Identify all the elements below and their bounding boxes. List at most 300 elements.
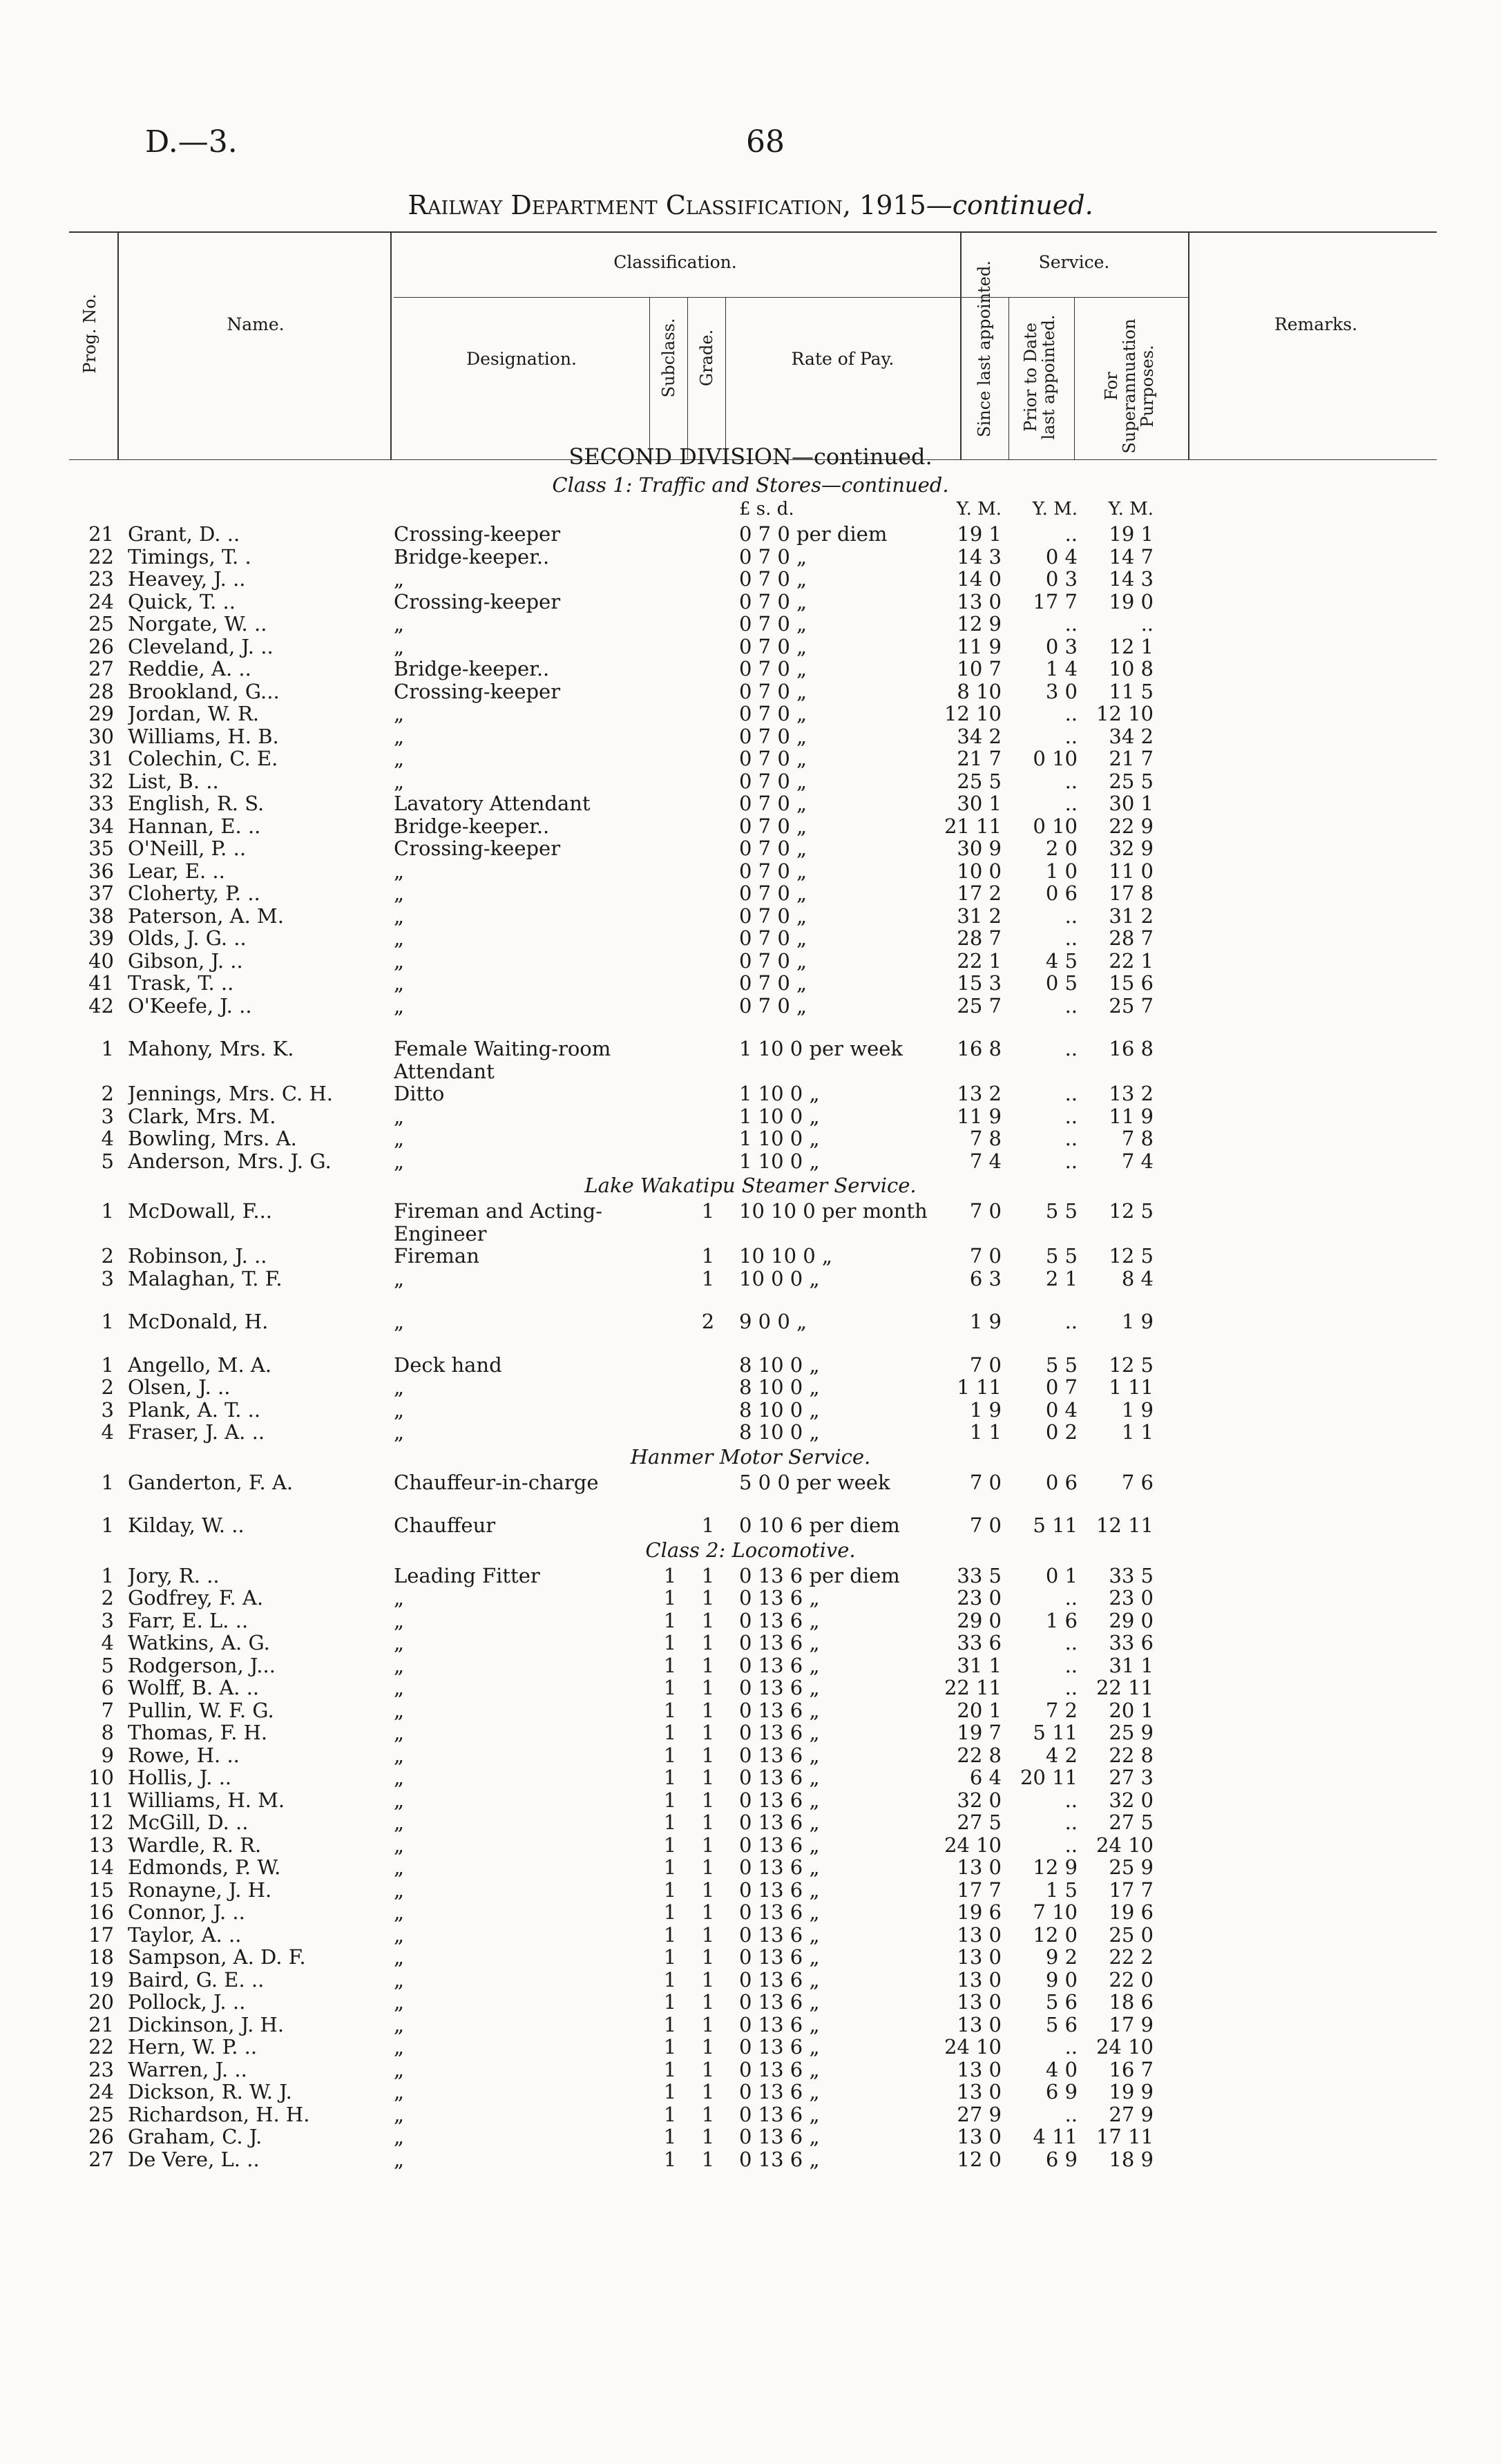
grade-cell: 1: [701, 1513, 715, 1537]
superannuation-cell: 12 5: [1109, 1199, 1154, 1223]
header-superannuation: For Superannuation Purposes.: [1102, 318, 1157, 454]
name-cell: Edmonds, P. W.: [128, 1855, 281, 1879]
subclass-cell: 1: [663, 1608, 677, 1632]
since-cell: 7 4: [969, 1149, 1002, 1173]
designation-cell: Chauffeur: [394, 1513, 496, 1537]
designation-cell: Chauffeur-in-charge: [394, 1470, 599, 1494]
since-cell: 1 11: [957, 1375, 1002, 1399]
subclass-cell: 1: [663, 1967, 677, 1992]
rate-cell: 0 7 0 „: [739, 948, 807, 973]
name-cell: Watkins, A. G.: [128, 1631, 270, 1654]
since-cell: 11 9: [957, 1104, 1002, 1128]
superannuation-cell: 22 11: [1096, 1676, 1154, 1699]
designation-cell: „: [394, 702, 405, 725]
superannuation-cell: 19 0: [1109, 589, 1154, 613]
prog-no-cell: 36: [88, 859, 114, 883]
rate-cell: 0 7 0 „: [739, 612, 807, 636]
name-cell: Reddie, A. ..: [128, 657, 251, 680]
prog-no-cell: 19: [88, 1967, 114, 1992]
name-cell: Warren, J. ..: [128, 2057, 247, 2081]
prior-cell: 0 10: [1033, 747, 1078, 770]
divider: [1008, 297, 1009, 459]
name-cell: Williams, H. M.: [128, 1788, 285, 1812]
since-cell: 14 0: [957, 567, 1002, 591]
prog-no-cell: 40: [88, 948, 114, 973]
subclass-cell: 1: [663, 1900, 677, 1924]
class1-title: Class 1: Traffic and Stores—continued.: [552, 473, 949, 497]
superannuation-cell: 11 9: [1109, 1104, 1154, 1128]
superannuation-cell: 15 6: [1109, 971, 1154, 995]
prior-cell: ..: [1064, 792, 1078, 815]
superannuation-cell: 19 1: [1109, 522, 1154, 546]
since-cell: 13 0: [957, 2125, 1002, 2148]
subclass-cell: 1: [663, 1855, 677, 1879]
prior-cell: ..: [1064, 1104, 1078, 1128]
name-cell: O'Neill, P. ..: [128, 837, 247, 860]
since-cell: 27 5: [957, 1811, 1002, 1834]
table-row: [0, 1199, 1501, 1222]
prior-cell: 0 7: [1045, 1375, 1078, 1399]
designation-cell: „: [394, 1104, 405, 1128]
header-rate-of-pay: Rate of Pay.: [791, 349, 895, 369]
super-units: Y. M.: [1108, 499, 1154, 519]
prior-cell: 1 4: [1045, 657, 1078, 680]
name-cell: Godfrey, F. A.: [128, 1586, 264, 1610]
prog-no-cell: 39: [88, 926, 114, 950]
since-cell: 33 6: [957, 1631, 1002, 1654]
rate-cell: 5 0 0 per week: [739, 1470, 890, 1494]
prog-no-cell: 1: [101, 1513, 114, 1537]
table-row: [0, 1900, 1501, 1923]
superannuation-cell: 12 11: [1096, 1513, 1154, 1537]
prog-no-cell: 21: [88, 522, 114, 546]
since-cell: 6 3: [969, 1266, 1002, 1290]
designation-cell: „: [394, 1653, 405, 1677]
superannuation-cell: 25 9: [1109, 1855, 1154, 1879]
group-chauffeur: [0, 1513, 1501, 1536]
rate-cell: 0 7 0 „: [739, 904, 807, 928]
prior-cell: ..: [1064, 1788, 1078, 1812]
since-cell: 10 7: [957, 657, 1002, 680]
prog-no-cell: 25: [88, 612, 114, 636]
table-row: [0, 1721, 1501, 1744]
rate-cell: 0 7 0 „: [739, 567, 807, 591]
since-cell: 6 4: [969, 1766, 1002, 1789]
table-row: [0, 2013, 1501, 2036]
superannuation-cell: 25 9: [1109, 1721, 1154, 1744]
prior-cell: ..: [1064, 1149, 1078, 1173]
prog-no-cell: 27: [88, 657, 114, 680]
prog-no-cell: 2: [101, 1082, 114, 1105]
table-row: [0, 680, 1501, 703]
rate-cell: 0 7 0 „: [739, 769, 807, 793]
grade-cell: 1: [701, 1990, 715, 2014]
rate-cell: 1 10 0 „: [739, 1082, 820, 1105]
since-cell: 12 10: [944, 702, 1002, 725]
prior-cell: ..: [1064, 1653, 1078, 1677]
rate-cell: 0 13 6 „: [739, 1743, 820, 1767]
since-cell: 30 9: [957, 837, 1002, 860]
table-row: [0, 814, 1501, 837]
prior-cell: ..: [1064, 769, 1078, 793]
table-row: [0, 1375, 1501, 1398]
designation-cell: „: [394, 1811, 405, 1834]
name-cell: Pullin, W. F. G.: [128, 1698, 274, 1722]
prior-cell: 2 0: [1045, 837, 1078, 860]
divider: [687, 297, 688, 459]
table-row: [0, 545, 1501, 568]
superannuation-cell: 12 1: [1109, 634, 1154, 658]
designation-cell: „: [394, 859, 405, 883]
grade-cell: 1: [701, 1811, 715, 1834]
rate-cell: 0 7 0 „: [739, 993, 807, 1018]
prior-cell: 0 6: [1045, 881, 1078, 905]
rate-cell: 1 10 0 „: [739, 1127, 820, 1150]
designation-cell: Bridge-keeper..: [394, 544, 550, 569]
designation-cell: Attendant: [394, 1059, 495, 1083]
name-cell: Brookland, G...: [128, 679, 280, 703]
grade-cell: 1: [701, 2057, 715, 2081]
designation-cell: „: [394, 2012, 405, 2036]
rate-cell: 0 7 0 „: [739, 926, 807, 950]
designation-cell: „: [394, 1878, 405, 1902]
prog-no-cell: 4: [101, 1420, 114, 1444]
designation-cell: „: [394, 1698, 405, 1722]
rate-cell: 10 10 0 per month: [739, 1199, 928, 1223]
designation-cell: „: [394, 948, 405, 973]
prior-cell: ..: [1064, 702, 1078, 725]
subclass-cell: 1: [663, 1788, 677, 1812]
prog-no-cell: 3: [101, 1104, 114, 1128]
table-body: [0, 442, 1501, 2170]
prog-no-cell: 31: [88, 747, 114, 770]
prog-no-cell: 23: [88, 567, 114, 591]
superannuation-cell: 34 2: [1109, 724, 1154, 748]
table-row: [0, 837, 1501, 859]
name-cell: Rodgerson, J...: [128, 1653, 276, 1677]
since-cell: 31 1: [957, 1653, 1002, 1677]
grade-cell: 1: [701, 1721, 715, 1744]
since-cell: 20 1: [957, 1698, 1002, 1722]
grade-cell: 1: [701, 2035, 715, 2059]
since-cell: 10 0: [957, 859, 1002, 883]
table-row: [0, 1310, 1501, 1333]
prior-cell: ..: [1064, 1037, 1078, 1060]
prog-no-cell: 25: [88, 2102, 114, 2126]
rate-cell: 0 13 6 „: [739, 1653, 820, 1677]
designation-cell: Lavatory Attendant: [394, 792, 591, 815]
rate-cell: 0 7 0 „: [739, 747, 807, 770]
rate-cell: 9 0 0 „: [739, 1310, 807, 1333]
subclass-cell: 1: [663, 2147, 677, 2171]
superannuation-cell: 30 1: [1109, 792, 1154, 815]
header-subclass: Subclass.: [659, 318, 678, 398]
prior-cell: 0 6: [1045, 1470, 1078, 1494]
prior-cell: ..: [1064, 612, 1078, 636]
table-row: [0, 1676, 1501, 1699]
prog-no-cell: 9: [101, 1743, 114, 1767]
superannuation-cell: 22 0: [1109, 1967, 1154, 1992]
prog-no-cell: 5: [101, 1149, 114, 1173]
superannuation-cell: 19 6: [1109, 1900, 1154, 1924]
grade-cell: 1: [701, 2147, 715, 2171]
name-cell: Taylor, A. ..: [128, 1922, 242, 1947]
table-row: [0, 2103, 1501, 2126]
table-row: [0, 1267, 1501, 1290]
designation-cell: „: [394, 1631, 405, 1654]
designation-cell: „: [394, 2035, 405, 2059]
since-cell: 29 0: [957, 1608, 1002, 1632]
since-cell: 1 9: [969, 1310, 1002, 1333]
superannuation-cell: 11 5: [1109, 679, 1154, 703]
superannuation-cell: 22 9: [1109, 814, 1154, 838]
prog-no-cell: 23: [88, 2057, 114, 2081]
prog-no-cell: 37: [88, 881, 114, 905]
since-cell: 13 0: [957, 1990, 1002, 2014]
prior-cell: 3 0: [1045, 679, 1078, 703]
table-row: [0, 971, 1501, 994]
table-row: [0, 2058, 1501, 2081]
superannuation-cell: 17 9: [1109, 2012, 1154, 2036]
group-fireman-grade2: [0, 1310, 1501, 1333]
superannuation-cell: 16 8: [1109, 1037, 1154, 1060]
prior-cell: 5 11: [1033, 1513, 1078, 1537]
superannuation-cell: 21 7: [1109, 747, 1154, 770]
prog-no-cell: 38: [88, 904, 114, 928]
prog-no-cell: 1: [101, 1037, 114, 1060]
designation-cell: „: [394, 2147, 405, 2171]
designation-cell: Crossing-keeper: [394, 679, 561, 703]
prior-cell: ..: [1064, 2035, 1078, 2059]
rate-cell: 0 13 6 „: [739, 1766, 820, 1789]
table-row: [0, 1855, 1501, 1878]
superannuation-cell: 17 8: [1109, 881, 1154, 905]
grade-cell: 1: [701, 1563, 715, 1587]
rate-cell: 0 13 6 „: [739, 1586, 820, 1610]
name-cell: Richardson, H. H.: [128, 2102, 310, 2126]
designation-cell: „: [394, 724, 405, 748]
prog-no-cell: 35: [88, 837, 114, 860]
subclass-cell: 1: [663, 1676, 677, 1699]
subclass-cell: 1: [663, 1833, 677, 1857]
rate-cell: 0 13 6 „: [739, 1788, 820, 1812]
designation-cell: Fireman: [394, 1244, 479, 1268]
rate-cell: 0 7 0 „: [739, 971, 807, 995]
designation-cell: „: [394, 1676, 405, 1699]
prog-no-cell: 33: [88, 792, 114, 815]
prog-no-cell: 12: [88, 1811, 114, 1834]
table-row: [0, 1244, 1501, 1267]
header-prior-to-date: Prior to Date last appointed.: [1021, 314, 1058, 440]
prior-cell: 2 1: [1045, 1266, 1078, 1290]
rate-cell: 0 13 6 „: [739, 1878, 820, 1902]
table-row: [0, 635, 1501, 658]
group-traffic: [0, 522, 1501, 1016]
prior-cell: ..: [1064, 724, 1078, 748]
grade-cell: 1: [701, 1945, 715, 1969]
rate-cell: 0 13 6 „: [739, 1631, 820, 1654]
grade-cell: 1: [701, 1676, 715, 1699]
subclass-cell: 1: [663, 2057, 677, 2081]
rate-cell: 0 13 6 „: [739, 1967, 820, 1992]
prior-cell: ..: [1064, 522, 1078, 546]
page-header: [0, 124, 1501, 166]
superannuation-cell: 27 9: [1109, 2102, 1154, 2126]
table-row: [0, 657, 1501, 680]
designation-cell: „: [394, 1149, 405, 1173]
designation-cell: „: [394, 567, 405, 591]
prior-cell: 5 5: [1045, 1353, 1078, 1377]
prog-no-cell: 3: [101, 1608, 114, 1632]
designation-cell: Leading Fitter: [394, 1563, 540, 1587]
prior-cell: 0 4: [1045, 544, 1078, 569]
name-cell: Olsen, J. ..: [128, 1375, 231, 1399]
designation-cell: „: [394, 1721, 405, 1744]
rate-cell: 0 13 6 „: [739, 1900, 820, 1924]
rate-cell: 0 7 0 „: [739, 814, 807, 838]
table-row: [0, 881, 1501, 904]
prior-cell: 1 5: [1045, 1878, 1078, 1902]
superannuation-cell: 12 10: [1096, 702, 1154, 725]
superannuation-cell: 1 9: [1121, 1397, 1154, 1422]
name-cell: Heavey, J. ..: [128, 567, 246, 591]
prog-no-cell: 7: [101, 1698, 114, 1722]
name-cell: McGill, D. ..: [128, 1811, 249, 1834]
subclass-cell: 1: [663, 1922, 677, 1947]
name-cell: Wolff, B. A. ..: [128, 1676, 260, 1699]
table-row: [0, 1471, 1501, 1493]
grade-cell: 1: [701, 1788, 715, 1812]
superannuation-cell: 25 0: [1109, 1922, 1154, 1947]
since-cell: 7 0: [969, 1199, 1002, 1223]
since-units: Y. M.: [956, 499, 1002, 519]
prior-cell: 9 2: [1045, 1945, 1078, 1969]
prior-cell: 0 10: [1033, 814, 1078, 838]
subclass-cell: 1: [663, 2012, 677, 2036]
prog-no-cell: 21: [88, 2012, 114, 2036]
superannuation-cell: 31 2: [1109, 904, 1154, 928]
since-cell: 1 1: [969, 1420, 1002, 1444]
name-cell: Anderson, Mrs. J. G.: [128, 1149, 332, 1173]
grade-cell: 1: [701, 1967, 715, 1992]
superannuation-cell: 28 7: [1109, 926, 1154, 950]
designation-cell: „: [394, 1397, 405, 1422]
designation-cell: „: [394, 1375, 405, 1399]
divider: [1074, 297, 1075, 459]
designation-cell: „: [394, 1608, 405, 1632]
rate-cell: 0 13 6 „: [739, 1945, 820, 1969]
prior-cell: 20 11: [1020, 1766, 1078, 1789]
money-units: £ s. d.: [739, 499, 794, 519]
prog-no-cell: 24: [88, 589, 114, 613]
prog-no-cell: 32: [88, 769, 114, 793]
header-grade: Grade.: [697, 329, 716, 387]
prior-cell: 0 1: [1045, 1563, 1078, 1587]
since-cell: 19 6: [957, 1900, 1002, 1924]
grade-cell: 1: [701, 2012, 715, 2036]
name-cell: Dickson, R. W. J.: [128, 2080, 292, 2103]
superannuation-cell: 11 0: [1109, 859, 1154, 883]
subclass-cell: 1: [663, 1811, 677, 1834]
rate-cell: 0 13 6 „: [739, 2080, 820, 2103]
group-locomotive: [0, 1564, 1501, 2170]
since-cell: 8 10: [957, 679, 1002, 703]
name-cell: McDowall, F...: [128, 1199, 273, 1223]
prior-cell: ..: [1064, 2102, 1078, 2126]
superannuation-cell: 1 9: [1121, 1310, 1154, 1333]
table-row: [0, 994, 1501, 1017]
lake-wakatipu-title: Lake Wakatipu Steamer Service.: [584, 1174, 917, 1197]
grade-cell: 1: [701, 1608, 715, 1632]
name-cell: Trask, T. ..: [128, 971, 234, 995]
superannuation-cell: 29 0: [1109, 1608, 1154, 1632]
superannuation-cell: 13 2: [1109, 1082, 1154, 1105]
divider: [960, 231, 962, 459]
superannuation-cell: 23 0: [1109, 1586, 1154, 1610]
prior-cell: 4 0: [1045, 2057, 1078, 2081]
hanmer-title: Hanmer Motor Service.: [630, 1444, 871, 1469]
superannuation-cell: 32 0: [1109, 1788, 1154, 1812]
designation-cell: „: [394, 1945, 405, 1969]
since-cell: 16 8: [957, 1037, 1002, 1060]
rate-cell: 0 7 0 „: [739, 859, 807, 883]
prior-cell: 7 10: [1033, 1900, 1078, 1924]
prior-cell: ..: [1064, 1833, 1078, 1857]
prior-cell: 6 9: [1045, 2147, 1078, 2171]
prog-no-cell: 6: [101, 1676, 114, 1699]
superannuation-cell: 25 5: [1109, 769, 1154, 793]
superannuation-cell: 14 7: [1109, 544, 1154, 569]
rate-cell: 0 7 0 „: [739, 724, 807, 748]
name-cell: Thomas, F. H.: [128, 1721, 268, 1744]
since-cell: 17 7: [957, 1878, 1002, 1902]
name-cell: Farr, E. L. ..: [128, 1608, 249, 1632]
subclass-cell: 1: [663, 1698, 677, 1722]
grade-cell: 1: [701, 1244, 715, 1268]
prog-no-cell: 1: [101, 1563, 114, 1587]
designation-cell: Engineer: [394, 1221, 487, 1245]
name-cell: Bowling, Mrs. A.: [128, 1127, 297, 1150]
grade-cell: 1: [701, 1766, 715, 1789]
subclass-cell: 1: [663, 1945, 677, 1969]
rate-cell: 0 13 6 „: [739, 1833, 820, 1857]
rate-cell: 10 10 0 „: [739, 1244, 832, 1268]
designation-cell: „: [394, 1900, 405, 1924]
rate-cell: 0 13 6 „: [739, 1676, 820, 1699]
rate-cell: 0 13 6 „: [739, 1608, 820, 1632]
name-cell: Williams, H. B.: [128, 724, 279, 748]
name-cell: Kilday, W. ..: [128, 1513, 245, 1537]
subclass-cell: 1: [663, 1586, 677, 1610]
name-cell: Connor, J. ..: [128, 1900, 245, 1924]
designation-cell: „: [394, 926, 405, 950]
prior-cell: 0 4: [1045, 1397, 1078, 1422]
prog-no-cell: 30: [88, 724, 114, 748]
rate-cell: 0 7 0 „: [739, 589, 807, 613]
since-cell: 21 7: [957, 747, 1002, 770]
designation-cell: „: [394, 1855, 405, 1879]
prog-no-cell: 28: [88, 679, 114, 703]
rate-cell: 0 7 0 per diem: [739, 522, 888, 546]
rate-cell: 1 10 0 per week: [739, 1037, 903, 1060]
table-row: [0, 522, 1501, 545]
since-cell: 22 1: [957, 948, 1002, 973]
rate-cell: 8 10 0 „: [739, 1397, 820, 1422]
superannuation-cell: 10 8: [1109, 657, 1154, 680]
prog-no-cell: 27: [88, 2147, 114, 2171]
grade-cell: 1: [701, 1833, 715, 1857]
prog-no-cell: 16: [88, 1900, 114, 1924]
